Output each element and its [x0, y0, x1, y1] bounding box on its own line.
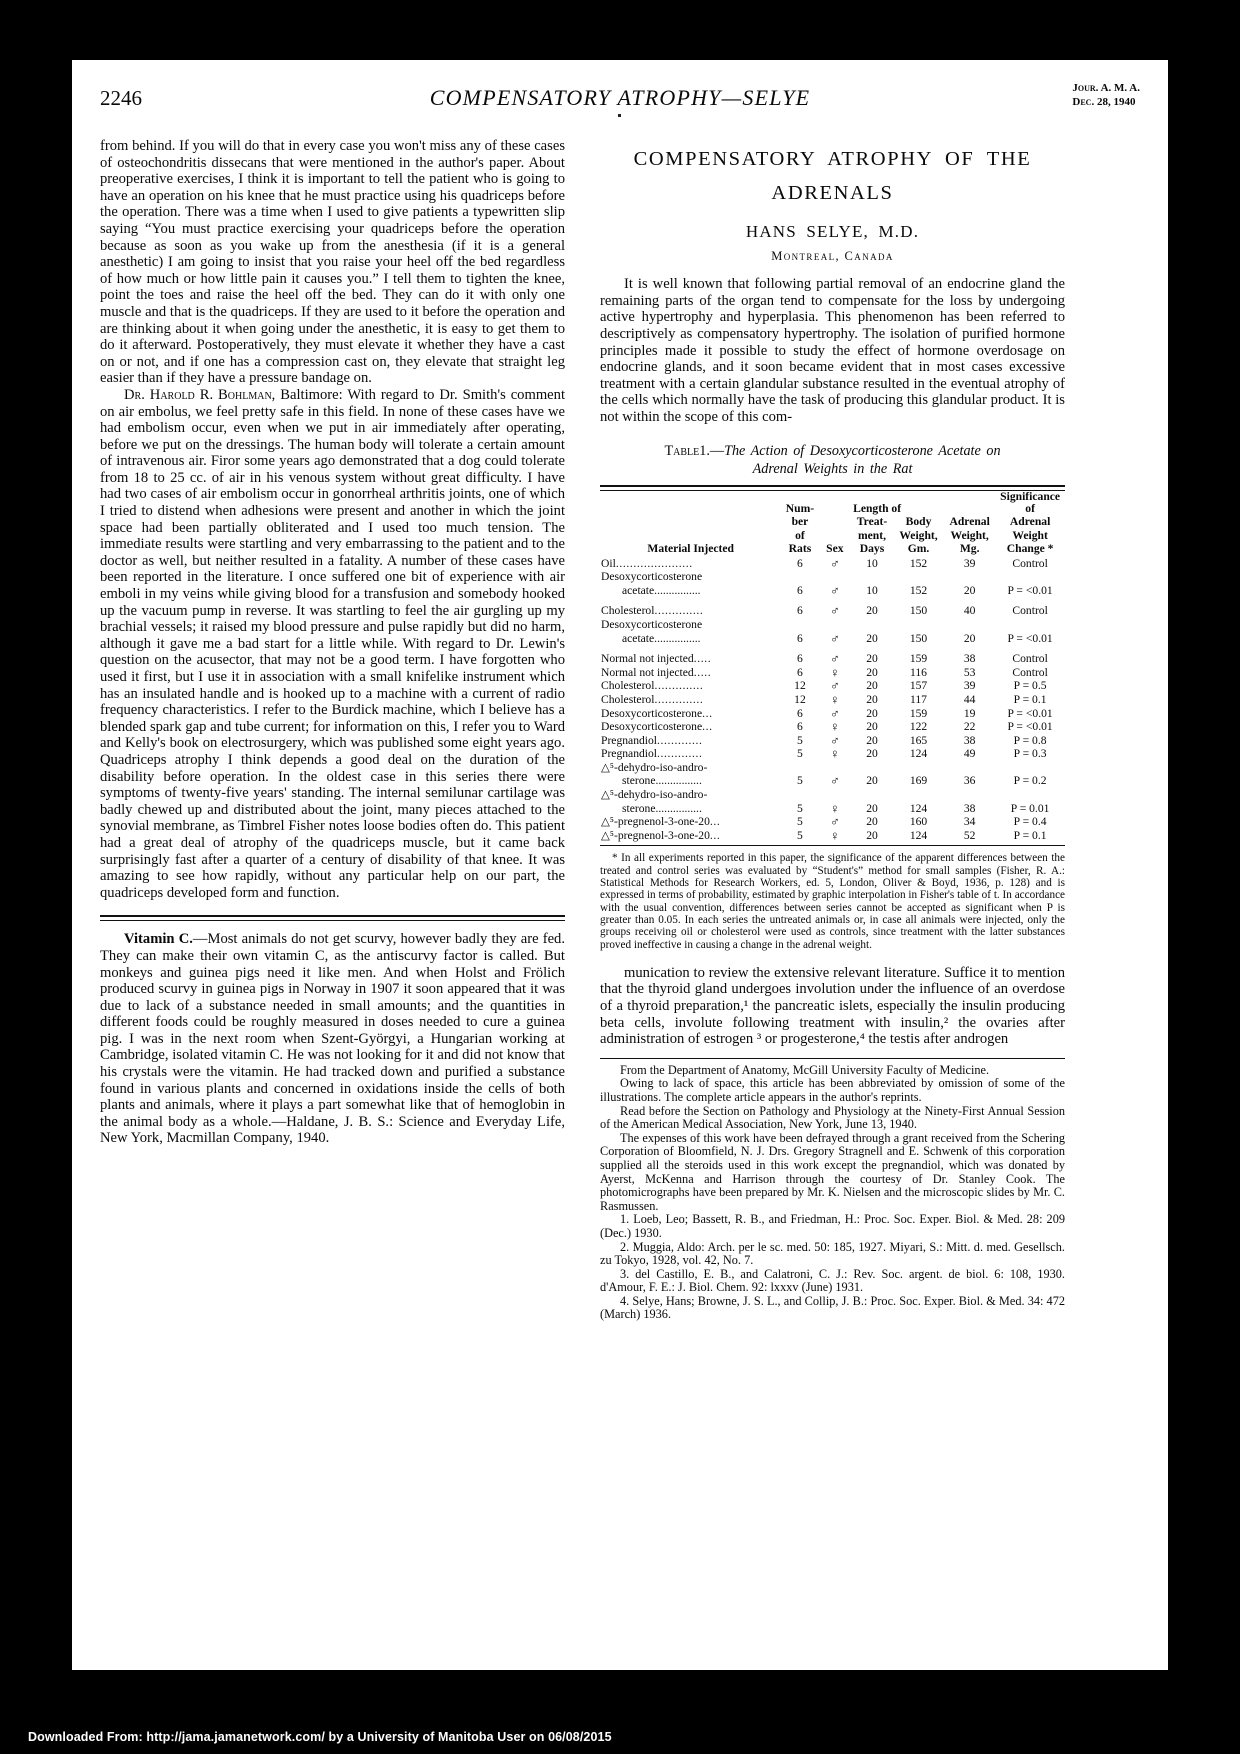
cell-material: Cholesterol.............. [601, 679, 704, 693]
table-caption-text-2: Adrenal Weights in the Rat [752, 460, 913, 477]
title-dot-mark [618, 114, 621, 117]
cell-sex: ♂ [829, 732, 840, 748]
cell-significance: Control [1012, 604, 1048, 618]
cell-material: Oil...................... [601, 556, 693, 570]
cell-empty [781, 618, 818, 632]
header-number-line4: Rats [788, 542, 812, 556]
cell-empty [781, 761, 818, 775]
cell-material: acetate................ [622, 631, 701, 645]
cell-significance: P = 0.5 [1013, 679, 1047, 693]
article-author-location: Montreal, Canada [771, 248, 894, 263]
reference-1: 1. Loeb, Leo; Bassett, R. B., and Friedman, H.: Proc. Soc. Exper. Biol. & Med. 28: 209 (Dec.) 1930. [600, 1212, 1065, 1240]
footnote-abbreviation: Owing to lack of space, this article has been abbreviated by omission of some of the illustrations. The complete article appears in the author's reprints. [600, 1076, 1065, 1104]
cell-material: Normal not injected..... [601, 652, 712, 666]
header-number-line3: of [795, 528, 805, 542]
header-sex: Sex [826, 542, 844, 556]
header-body-line3: Gm. [907, 542, 930, 556]
cell-body-weight: 122 [909, 720, 928, 734]
cell-significance: Control [1012, 652, 1048, 666]
cell-material: Cholesterol.............. [601, 604, 704, 618]
table-row [600, 679, 1065, 693]
cell-body-weight: 165 [909, 733, 928, 747]
table-row [600, 666, 1065, 680]
table-row [600, 597, 1065, 618]
cell-days: 20 [866, 652, 878, 666]
table-1 [600, 442, 1065, 951]
cell-empty [851, 570, 893, 584]
journal-date: Dec. 28, 1940 [1072, 95, 1136, 108]
table-caption-text-1: The Action of Desoxycorticosterone Acetate on [724, 442, 1001, 459]
cell-rats: 5 [797, 828, 803, 842]
footnote-presented: Read before the Section on Pathology and Physiology at the Ninety-First Annual Session of the American Medical Association, New York, June 13, 1940. [600, 1103, 1065, 1132]
header-spacer [600, 491, 781, 517]
table-header-row-2 [600, 516, 1065, 529]
header-significance-line3: Weight [1012, 528, 1048, 542]
reference-2: 2. Muggia, Aldo: Arch. per le sc. med. 50: 185, 1927. Miyari, S.: Mitt. d. med. Gesellsch. zu Tokyo, 1928, vol. 42, No. 7. [600, 1239, 1065, 1268]
table-header [600, 491, 1065, 557]
cell-material: △⁵-pregnenol-3-one-20... [601, 828, 721, 842]
cell-empty [893, 761, 944, 775]
table-row [600, 632, 1065, 646]
cell-adrenal-weight: 38 [963, 733, 976, 747]
cell-body-weight: 124 [909, 828, 928, 842]
table-row [600, 815, 1065, 829]
footnote-affiliation: From the Department of Anatomy, McGill University Faculty of Medicine. [620, 1062, 990, 1077]
table-caption-number: 1.— [699, 442, 725, 459]
cell-material: Normal not injected..... [601, 665, 712, 679]
table-row [600, 693, 1065, 707]
cell-body-weight: 157 [909, 679, 928, 693]
cell-empty [893, 788, 944, 802]
cell-empty [995, 570, 1065, 584]
cell-sex: ♀ [829, 746, 840, 762]
header-sex-spacer-2 [819, 516, 852, 529]
table-row [600, 720, 1065, 734]
table-row [600, 747, 1065, 761]
cell-significance: Control [1012, 556, 1048, 570]
cell-adrenal-weight: 19 [963, 706, 976, 720]
cell-days: 20 [866, 801, 878, 815]
cell-sex: ♀ [829, 719, 840, 735]
cell-days: 20 [866, 665, 878, 679]
cell-days: 20 [866, 692, 878, 706]
cell-sex: ♀ [829, 800, 840, 816]
header-treat-line2: ment, [858, 528, 887, 542]
cell-rats: 5 [797, 801, 803, 815]
cell-adrenal-weight: 20 [963, 631, 976, 645]
cell-days: 20 [866, 706, 878, 720]
cell-significance: P = 0.2 [1013, 774, 1047, 788]
article-paragraph-1: It is well known that following partial removal of an endocrine gland the remaining parts of the organ tend to compensate for the loss by undergoing active hypertrophy and hyperplasia. This phenomenon has been referred to descriptively as compensatory hypertrophy. The isolation of purified hormone principles made it possible to study the effect of hormone overdosage on endocrine glands, and it soon became evident that in most cases excessive treatment with a certain glandular substance resulted in the eventual atrophy of the cells which normally have the task of producing this glandular product. It is not within the scope of this com- [600, 276, 1065, 425]
cell-rats: 12 [794, 692, 806, 706]
cell-adrenal-weight: 40 [963, 604, 976, 618]
download-watermark-bar [0, 1720, 1240, 1754]
table-row [600, 802, 1065, 816]
header-significance-line4: Change * [1006, 542, 1054, 556]
cell-empty [819, 761, 852, 775]
cell-significance: P = <0.01 [1007, 583, 1053, 597]
cell-sex: ♂ [829, 651, 840, 667]
cell-rats: 6 [797, 631, 803, 645]
header-adrenal-line2: Weight, [950, 528, 989, 542]
cell-body-weight: 124 [909, 747, 928, 761]
header-number-line2: ber [791, 515, 809, 529]
cell-significance: Control [1012, 665, 1048, 679]
cell-body-weight: 169 [909, 774, 928, 788]
cell-days: 20 [866, 815, 878, 829]
cell-adrenal-weight: 20 [963, 583, 976, 597]
cell-body-weight: 159 [909, 652, 928, 666]
cell-days: 20 [866, 774, 878, 788]
cell-sex: ♂ [829, 773, 840, 789]
cell-sex: ♂ [829, 705, 840, 721]
article-author: HANS SELYE, M.D. [745, 222, 920, 241]
header-treat-line3: Days [859, 542, 885, 556]
header-number-line1: Num- [785, 501, 815, 515]
cell-body-weight: 150 [909, 631, 928, 645]
cell-material: Cholesterol.............. [601, 692, 704, 706]
table-body [600, 557, 1065, 843]
cell-empty [995, 788, 1065, 802]
table-row [600, 645, 1065, 666]
cell-significance: P = <0.01 [1007, 720, 1053, 734]
cell-significance: P = <0.01 [1007, 631, 1053, 645]
cell-sex: ♀ [829, 827, 840, 843]
cell-body-weight: 152 [909, 556, 928, 570]
cell-significance: P = 0.4 [1013, 815, 1047, 829]
table-header-row-1 [600, 491, 1065, 517]
cell-rats: 6 [797, 556, 803, 570]
table-caption [600, 442, 1065, 478]
cell-empty [944, 761, 995, 775]
cell-adrenal-weight: 39 [963, 679, 976, 693]
cell-rats: 6 [797, 583, 803, 597]
header-sex-spacer [819, 491, 852, 517]
cell-adrenal-weight: 49 [963, 747, 976, 761]
cell-empty [851, 618, 893, 632]
left-column [100, 138, 565, 1147]
cell-days: 20 [866, 747, 878, 761]
footnote-divider [600, 1058, 1065, 1059]
running-head [100, 82, 1140, 122]
cell-adrenal-weight: 36 [963, 774, 976, 788]
cell-body-weight: 124 [909, 801, 928, 815]
cell-adrenal-weight: 22 [963, 720, 976, 734]
table-row [600, 584, 1065, 598]
table-footnote: * In all experiments reported in this paper, the significance of the apparent differences between the treated and control series was evaluated by “Student's” method for small samples (Fisher, R. A.: Statistical Methods for Research Workers, ed. 5, London, Oliver & Boyd, 1936, p. 128) and is expressed in terms of probability, estimated by graphic interpolation in Fisher's table of t. In accordance with the usual convention, differences between series cannot be accepted as significant when P is greater than 0.05. In each series the untreated animals or, in case all animals were injected, only the groups receiving oil or cholesterol were used as controls, since treatment with the latter substances proved ineffective in causing a change in the adrenal weight. [600, 852, 1065, 951]
cell-sex: ♂ [829, 678, 840, 694]
cell-empty [819, 788, 852, 802]
vitamin-c-paragraph [100, 931, 565, 1147]
discussion-paragraph-2 [100, 387, 565, 901]
cell-days: 20 [866, 733, 878, 747]
header-spacer-2 [600, 516, 781, 529]
cell-rats: 12 [794, 679, 806, 693]
discussion-paragraph-1: from behind. If you will do that in every case you won't miss any of these cases of osteochondritis dissecans that were mentioned in the author's paper. About preoperative exercises, I think it is important to tell the patient who is going to have an operation on his knee that he must practice using his quadriceps before the operation. There was a time when I used to give patients a typewritten slip saying “You must practice exercising your quadriceps before the operation because as soon as you wake up from the anesthesia (if it is a general anesthetic) I am going to insist that you raise your heel off the bed regardless of how much or how little pain it causes you.” I tell them to tighten the knee, point the toes and raise the heel off the bed. They can do it with only one muscle and that is the quadriceps. If they are used to it before the operation and are thinking about it when going under the anesthetic, it is easy to get them to do it afterward. Postoperatively, they must elevate it whether they have a cast on or not, and if one has a compression cast on, they elevate that straight leg easier than if they have a pressure bandage on. [100, 138, 565, 387]
header-body-line2: Weight, [899, 528, 938, 542]
cell-significance: P = <0.01 [1007, 706, 1053, 720]
cell-empty [893, 618, 944, 632]
cell-material: Pregnandiol............. [601, 747, 703, 761]
table-row [600, 829, 1065, 843]
header-length-of: Length of [853, 501, 902, 515]
table-1-grid [600, 491, 1065, 843]
download-watermark-text: Downloaded From: http://jama.jamanetwork.com/ by a University of Manitoba User on 06/08/2015 [28, 1730, 612, 1744]
cell-sex: ♂ [829, 603, 840, 619]
table-bottom-rule [600, 845, 1065, 846]
footnote-grant: The expenses of this work have been defrayed through a grant received from the Schering Corporation of Bloomfield, N. J. Drs. Gregory Stragnell and E. Schwenk of this corporation supplied all the steroids used in this work except the pregnandiol, which was donated by Ayerst, McKenna and Harrison through the courtesy of Dr. Stanley Cook. The photomicrographs have been prepared by Mr. K. Nielsen and the microscopic slides by Mr. C. Rasmussen. [600, 1130, 1065, 1213]
cell-body-weight: 117 [910, 692, 927, 706]
header-adrenal-spacer [944, 491, 995, 517]
header-body-line1: Body [905, 515, 932, 529]
cell-empty [995, 618, 1065, 632]
cell-days: 20 [866, 604, 878, 618]
cell-sex: ♂ [829, 555, 840, 571]
article-title-line-1: COMPENSATORY ATROPHY OF THE [633, 148, 1032, 170]
table-caption-label: Table [664, 442, 700, 459]
cell-days: 20 [866, 720, 878, 734]
cell-empty [851, 788, 893, 802]
journal-reference [1072, 82, 1140, 110]
cell-material: △⁵-dehydro-iso-andro- [601, 760, 708, 774]
cell-empty [781, 788, 818, 802]
cell-rats: 5 [797, 733, 803, 747]
cell-body-weight: 116 [910, 665, 927, 679]
cell-body-weight: 160 [909, 815, 928, 829]
table-row [600, 557, 1065, 571]
table-row-continuation-label [600, 570, 1065, 584]
journal-name: Jour. A. M. A. [1072, 82, 1140, 94]
cell-rats: 6 [797, 665, 803, 679]
cell-rats: 6 [797, 720, 803, 734]
table-row [600, 707, 1065, 721]
header-significance-line1: Significance of [1000, 489, 1061, 515]
cell-sex: ♂ [829, 814, 840, 830]
cell-empty [851, 761, 893, 775]
cell-rats: 6 [797, 604, 803, 618]
cell-rats: 6 [797, 652, 803, 666]
cell-empty [819, 570, 852, 584]
table-row-continuation-label [600, 788, 1065, 802]
cell-material: Desoxycorticosterone [601, 617, 703, 631]
table-footnote-block [600, 852, 1065, 950]
cell-sex: ♀ [829, 664, 840, 680]
cell-adrenal-weight: 34 [963, 815, 976, 829]
table-row [600, 734, 1065, 748]
cell-rats: 5 [797, 747, 803, 761]
cell-empty [995, 761, 1065, 775]
cell-adrenal-weight: 52 [963, 828, 976, 842]
cell-rats: 5 [797, 815, 803, 829]
cell-material: Desoxycorticosterone... [601, 720, 713, 734]
cell-rats: 6 [797, 706, 803, 720]
table-row-continuation-label [600, 618, 1065, 632]
header-significance-line2: Adrenal [1009, 515, 1051, 529]
cell-body-weight: 152 [909, 583, 928, 597]
cell-days: 20 [866, 679, 878, 693]
cell-adrenal-weight: 53 [963, 665, 976, 679]
article-paragraph-2: munication to review the extensive relevant literature. Suffice it to mention that the thyroid gland undergoes involution under the influence of an overdose of a thyroid preparation,¹ the pancreatic islets, especially the insulin producing beta cells, involute following treatment with insulin,² the ovaries after administration of estrogen ³ or progesterone,⁴ the testis after androgen [600, 964, 1065, 1048]
cell-days: 20 [866, 631, 878, 645]
cell-material: sterone................ [622, 774, 702, 788]
cell-sex: ♂ [829, 630, 840, 646]
cell-material: Pregnandiol............. [601, 733, 703, 747]
cell-empty [944, 618, 995, 632]
vitamin-section-divider [100, 915, 565, 921]
reference-3: 3. del Castillo, E. B., and Calatroni, C. J.: Rev. Soc. argent. de biol. 6: 108, 1930. d'Amour, F. E.: J. Biol. Chem. 92: lxxxv (June) 1931. [600, 1266, 1065, 1295]
cell-adrenal-weight: 38 [963, 652, 976, 666]
cell-sex: ♂ [829, 582, 840, 598]
reference-4: 4. Selye, Hans; Browne, J. S. L., and Collip, J. B.: Proc. Soc. Exper. Biol. & Med. 34: 472 (March) 1936. [600, 1293, 1065, 1322]
cell-days: 10 [866, 583, 878, 597]
article-title-line-2: ADRENALS [771, 182, 894, 204]
right-column [600, 138, 1065, 1322]
journal-page [72, 60, 1168, 1670]
cell-significance: P = 0.1 [1013, 828, 1047, 842]
discussion-body-2: Baltimore: With regard to Dr. Smith's comment on air embolus, we feel pretty safe in this field. In none of these cases have we had embolism occur, even when we put in air immediately after operating, before we put on the dressings. The human body will tolerate a certain amount of intravenous air. Firor some years ago demonstrated that a dog could tolerate from 18 to 25 cc. of air in his venous system without great difficulty. I have had two cases of air embolism occur in gonorrheal arthritis joints, one of which I tried to distend when adhesions were present and another in which the joint space had been partially obliterated and I used too much tension. The immediate results were startling and very embarrassing to the patient and to the doctor as well, but neither resulted in a fatality. A number of these cases have been reported in the literature. I once suffered one bit of experience with air emboli in my veins while giving blood for a transfusion and somebody hooked up the vacuum pump in reverse. It was startling to feel the air gurgling up my brachial vessels; it raised my blood pressure and pulse rapidly but did no harm, although it gave me a bad start for a little while. With regard to Dr. Lewin's question on the acusector, that may not be a good term. I have forgotten who used it first, but I use it in association with a small knifelike instrument which has an insulated handle and is hooked up to a machine with a current of radio frequency characteristics. I refer to the Burdick machine, which I believe has a blended spark gap and tube current; for information on this, I refer you to Ward and Kelly's book on electrosurgery, which was published some eight years ago. Quadriceps atrophy I think depends a good deal on the duration of the disability before operation. In the oldest case in this series there were symptoms of twenty-five years' standing. The internal semilunar cartilage was badly chewed up and distributed about the joint, many pieces attached to the synovial membrane, as Timbrel Fisher notes loose bodies often do. This patient had a great deal of atrophy of the quadriceps muscle, but it came back surprisingly fast after a quarter of a century of disability of that knee. It was amazing to see how rapidly, without any particular help on our part, the quadriceps developed form and function. [100, 386, 566, 901]
header-material-injected: Material Injected [647, 542, 734, 556]
cell-empty [781, 570, 818, 584]
table-row-continuation-label [600, 761, 1065, 775]
cell-material: Desoxycorticosterone... [601, 706, 713, 720]
cell-empty [944, 788, 995, 802]
cell-empty [944, 570, 995, 584]
table-header-row-3 [600, 530, 1065, 543]
cell-body-weight: 150 [909, 604, 928, 618]
header-sex-spacer-3 [819, 530, 852, 543]
running-title: COMPENSATORY ATROPHY—SELYE [429, 85, 811, 110]
cell-material: △⁵-dehydro-iso-andro- [601, 788, 708, 802]
cell-significance: P = 0.01 [1010, 801, 1050, 815]
cell-significance: P = 0.1 [1013, 692, 1047, 706]
table-row [600, 774, 1065, 788]
table-header-row-4 [600, 543, 1065, 556]
cell-rats: 5 [797, 774, 803, 788]
cell-adrenal-weight: 39 [963, 556, 976, 570]
cell-material: △⁵-pregnenol-3-one-20... [601, 815, 721, 829]
footnote-block [600, 1064, 1065, 1322]
header-treat-line1: Treat- [856, 515, 888, 529]
header-spacer-3 [600, 530, 781, 543]
cell-material: sterone................ [622, 801, 702, 815]
cell-material: Desoxycorticosterone [601, 570, 703, 584]
cell-significance: P = 0.3 [1013, 747, 1047, 761]
cell-days: 20 [866, 828, 878, 842]
cell-body-weight: 159 [909, 706, 928, 720]
page-number: 2246 [100, 86, 142, 110]
header-adrenal-line1: Adrenal [949, 515, 990, 529]
cell-empty [819, 618, 852, 632]
cell-sex: ♀ [829, 691, 840, 707]
cell-adrenal-weight: 38 [963, 801, 976, 815]
cell-days: 10 [866, 556, 878, 570]
vitamin-c-body: —Most animals do not get scurvy, however badly they are fed. They can make their own vitamin C, as the antiscurvy factor is called. But monkeys and guinea pigs need it like men. And when Holst and Frölich produced scurvy in guinea pigs in Norway in 1907 it soon appeared that it was due to lack of a substance needed in small amounts; and the quantities in different foods could be roughly measured in doses needed to cure a guinea pig. I was in the next room when Szent-Györgyi, a Hungarian working at Cambridge, isolated vitamin C. He was not looking for it and did not know that his crystals were the vitamin. He had tracked down and purified a substance found in various plants and concerned in oxidations inside the cells of both plants and animals, where it plays a part somewhat like that of hemoglobin in the animal body as a whole.—Haldane, J. B. S.: Science and Everyday Life, New York, Macmillan Company, 1940. [100, 931, 566, 1147]
discussant-name: Dr. Harold R. Bohlman, [124, 386, 276, 403]
cell-significance: P = 0.8 [1013, 733, 1047, 747]
header-adrenal-line3: Mg. [959, 542, 980, 556]
vitamin-c-heading: Vitamin C. [124, 931, 193, 948]
cell-adrenal-weight: 44 [963, 692, 976, 706]
cell-empty [893, 570, 944, 584]
cell-material: acetate................ [622, 583, 701, 597]
